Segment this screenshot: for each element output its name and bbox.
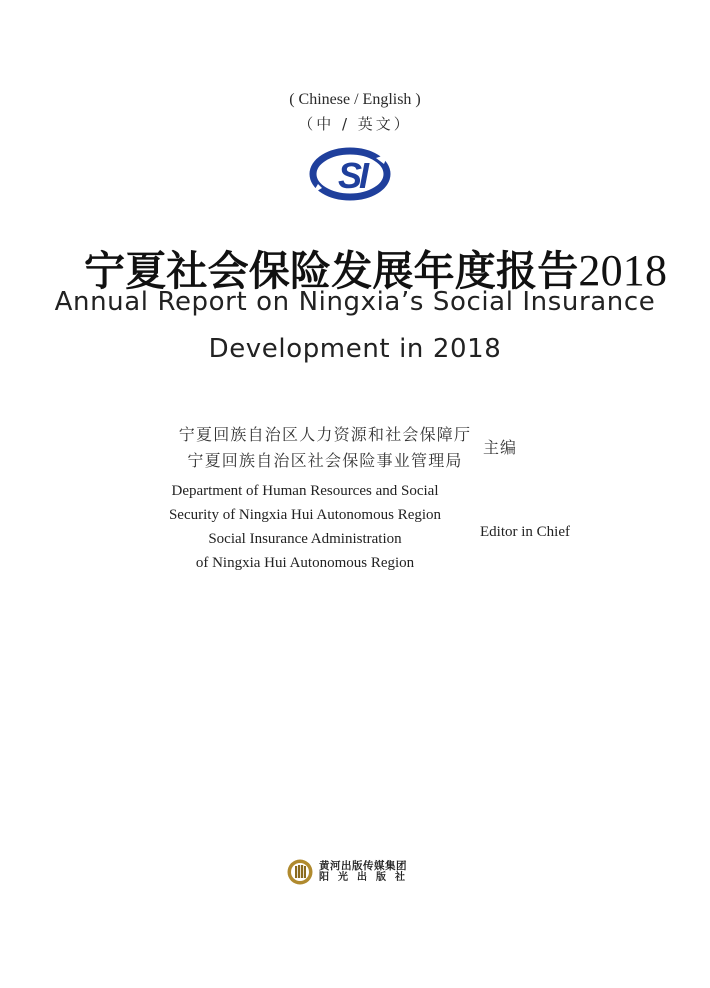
title-chinese-text: 宁夏社会保险发展年度报告	[84, 248, 579, 294]
publisher-block	[287, 857, 414, 887]
editor-org-chinese-2: 宁夏回族自治区社会保险事业管理局	[187, 451, 463, 470]
editor-org-english-3: Social Insurance Administration	[208, 531, 402, 547]
edition-label-english: ( Chinese / English )	[289, 91, 421, 108]
title-english-line1: Annual Report on Ningxia’s Social Insurance	[54, 287, 656, 317]
editor-role-english: Editor in Chief	[480, 524, 570, 540]
title-english-line2: Development in 2018	[208, 334, 502, 364]
csi-logo-icon	[308, 146, 392, 202]
title-year: 2018	[578, 246, 668, 295]
editor-org-english-4: of Ningxia Hui Autonomous Region	[195, 555, 415, 571]
editor-role-chinese: 主编	[483, 438, 518, 457]
editor-org-english-2: Security of Ningxia Hui Autonomous Region	[168, 507, 442, 523]
svg-text:SI: SI	[337, 155, 367, 196]
publisher-logo-icon	[287, 859, 313, 885]
editor-org-english-1: Department of Human Resources and Social	[171, 483, 439, 499]
editor-org-chinese-1: 宁夏回族自治区人力资源和社会保障厅	[178, 425, 472, 444]
edition-label-chinese: （中 / 英文）	[298, 115, 412, 133]
publisher-group: 黄河出版传媒集团	[319, 860, 407, 872]
publisher-name: 阳光出版社	[319, 872, 414, 883]
